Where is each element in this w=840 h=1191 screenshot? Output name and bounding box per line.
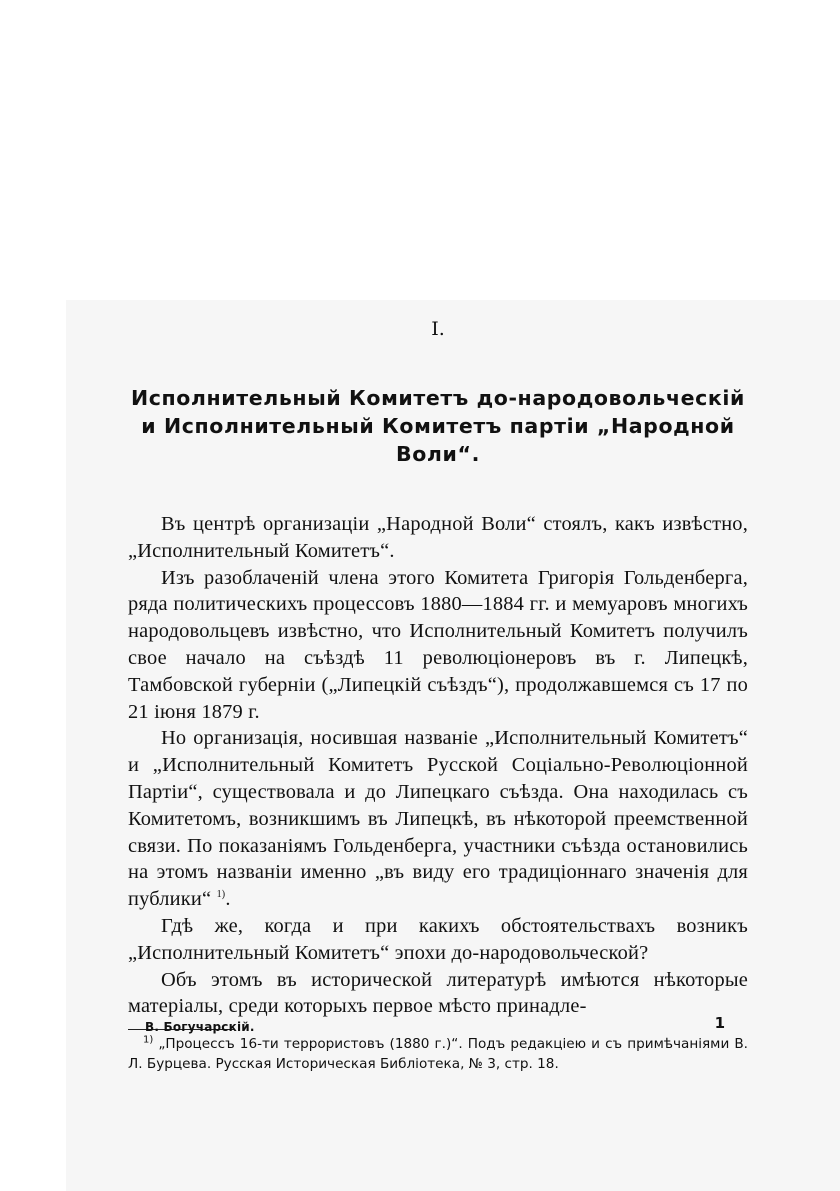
paragraph-3-end: . <box>225 888 231 911</box>
paragraph-5: Объ этомъ въ исторической литературѣ имѣются нѣкоторые матеріалы, среди которыхъ первое мѣсто принадле- <box>128 968 748 1018</box>
paragraph-4: Гдѣ же, когда и при какихъ обстоятельствахъ возникъ „Исполнительный Комитетъ“ эпохи до-народовольческой? <box>128 914 748 964</box>
page-number: 1 <box>714 1014 725 1032</box>
printer-signature: В. Богучарскій. <box>145 1020 255 1034</box>
footnote-text: „Процессъ 16-ти террористовъ (1880 г.)“. Подъ редакціею и съ примѣчаніями В. Л. Бурцева. Русская Историческая Библіотека, № 3, стр. 18. <box>128 1036 748 1072</box>
chapter-title: Исполнительный Комитетъ до-народовольческій и Исполнительный Комитетъ партіи „Народной Воли“. <box>130 386 746 466</box>
footnote-marker: 1) <box>143 1034 154 1046</box>
chapter-number: I. <box>431 318 445 340</box>
page-content <box>128 318 748 1074</box>
footnote <box>128 1035 748 1074</box>
paragraph-3 <box>128 725 748 913</box>
page-footer <box>145 1014 725 1038</box>
paragraph-1: Въ центрѣ организаціи „Народной Воли“ стоялъ, какъ извѣстно, „Исполнительный Комитетъ“. <box>128 513 748 562</box>
paragraph-3-text: Но организація, носившая названіе „Исполнительный Комитетъ“ и „Исполнительный Комитетъ Русской Соціально-Революціонной Партіи“, существовала и до Липецкаго съѣзда. Она находилась съ Комитетомъ, возникшимъ въ Липецкѣ, въ нѣкоторой преемственной связи. По показаніямъ Гольденберга, участники съѣзда остановились на этомъ названіи именно „въ виду его традиціоннаго значенія для публики“ <box>128 727 748 911</box>
body-text <box>128 511 748 1020</box>
footnote-reference: 1) <box>216 889 226 901</box>
paragraph-2: Изъ разоблаченій члена этого Комитета Григорія Гольденберга, ряда политическихъ процессовъ 1880—1884 гг. и мемуаровъ многихъ народовольцевъ извѣстно, что Исполнительный Комитетъ получилъ свое начало на съѣздѣ 11 революціонеровъ въ г. Липецкѣ, Тамбовской губерніи („Липецкій съѣздъ“), продолжавшемся съ 17 по 21 іюня 1879 г. <box>128 566 748 723</box>
